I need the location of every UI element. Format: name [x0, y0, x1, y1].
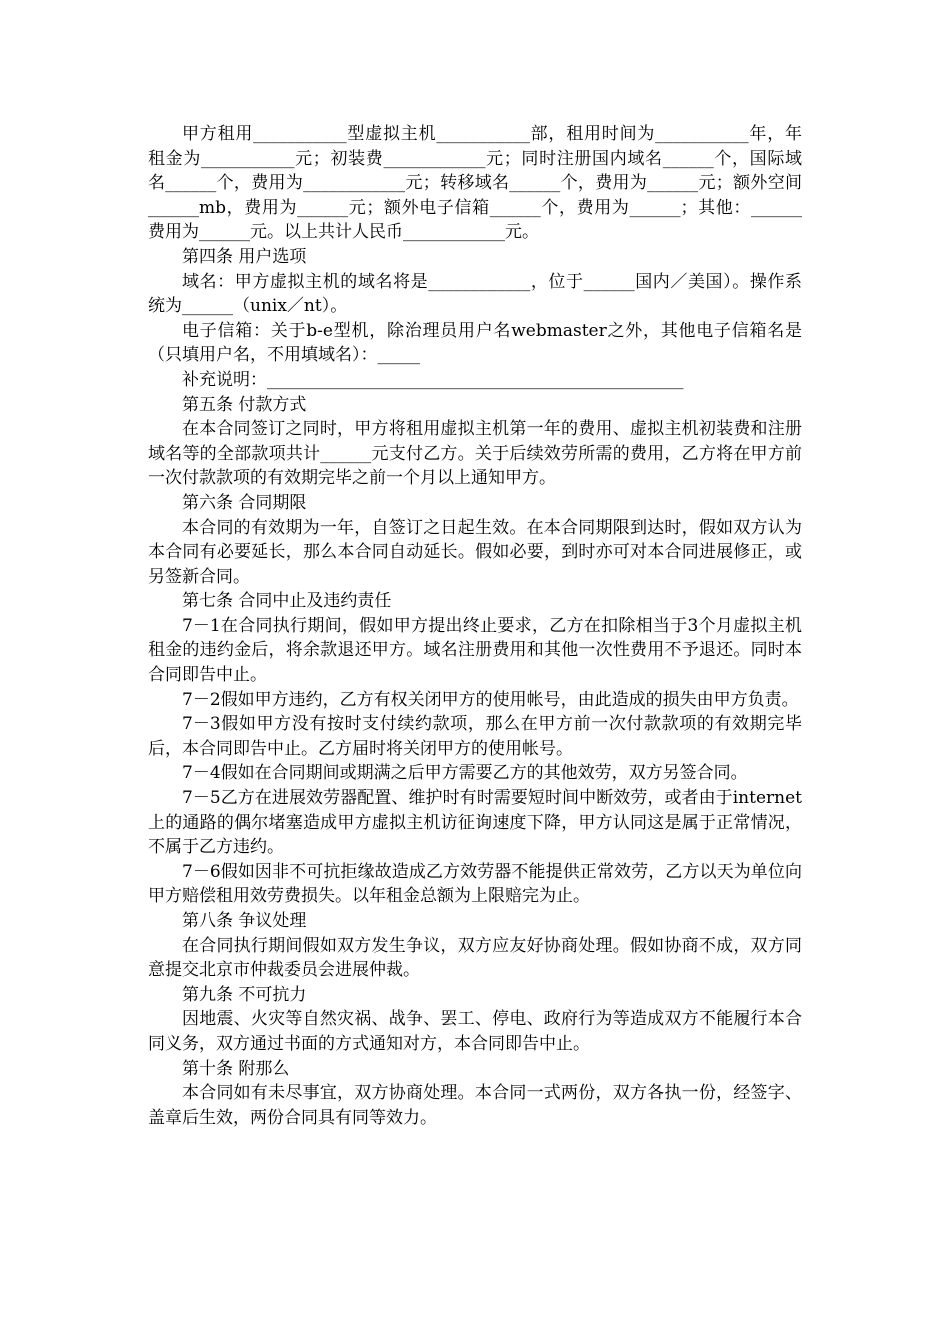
- clause-7-2-paragraph: 7－2假如甲方违约，乙方有权关闭甲方的使用帐号，由此造成的损失由甲方负责。: [182, 689, 799, 710]
- email-option-paragraph: 电子信箱：关于b-e型机，除治理员用户名webmaster之外，其他电子信箱名是（只填用户名，不用填域名）：_____: [148, 320, 802, 366]
- article-5-heading: 第五条 付款方式: [182, 394, 307, 415]
- domain-option-paragraph: 域名：甲方虚拟主机的域名将是____________，位于______国内／美国）。操作系统为______（unix／nt）。: [148, 271, 802, 317]
- term-paragraph: 本合同的有效期为一年，自签订之日起生效。在本合同期限到达时，假如双方认为本合同有必要延长，那么本合同自动延长。假如必要，到时亦可对本合同进展修正，或另签新合同。: [148, 517, 802, 587]
- supplementary-provisions-paragraph: 本合同如有未尽事宜，双方协商处理。本合同一式两份，双方各执一份，经签字、盖章后生效，两份合同具有同等效力。: [148, 1083, 802, 1128]
- payment-paragraph: 在本合同签订之同时，甲方将租用虚拟主机第一年的费用、虚拟主机初装费和注册域名等的全部款项共计______元支付乙方。关于后续效劳所需的费用，乙方将在甲方前一次付款款项的有效期完毕之前一个月以上通知甲方。: [148, 419, 802, 489]
- clause-7-6-paragraph: 7－6假如因非不可抗拒缘故造成乙方效劳器不能提供正常效劳，乙方以天为单位向甲方赔偿租用效劳费损失。以年租金总额为上限赔完为止。: [148, 861, 802, 907]
- article-10-heading: 第十条 附那么: [182, 1058, 290, 1079]
- article-8-heading: 第八条 争议处理: [182, 911, 307, 931]
- clause-7-3-paragraph: 7－3假如甲方没有按时支付续约款项，那么在甲方前一次付款款项的有效期完毕后，本合同即告中止。乙方届时将关闭甲方的使用帐号。: [148, 714, 802, 759]
- clause-7-4-paragraph: 7－4假如在合同期间或期满之后甲方需要乙方的其他效劳，双方另签合同。: [182, 763, 748, 784]
- article-4-heading: 第四条 用户选项: [182, 246, 307, 267]
- article-6-heading: 第六条 合同期限: [182, 492, 307, 513]
- dispute-paragraph: 在合同执行期间假如双方发生争议，双方应友好协商处理。假如协商不成，双方同意提交北京市仲裁委员会进展仲裁。: [148, 935, 802, 981]
- supplement-note-paragraph: 补充说明：_________________________________________________: [182, 369, 684, 390]
- fee-clause-paragraph: 甲方租用___________型虚拟主机___________部，租用时间为___________年，年租金为___________元；初装费____________元；同时注册国内域名______个，国际域名______个，费用为____________元；转移域名______个，费用为______元；额外空间______mb，费用为______元；额外电子信箱______个，费用为______；其他：______费用为______元。以上共计人民币____________元。: [148, 124, 802, 243]
- clause-7-1-paragraph: 7－1在合同执行期间，假如甲方提出终止要求，乙方在扣除相当于3个月虚拟主机租金的违约金后，将余款退还甲方。域名注册费用和其他一次性费用不予退还。同时本合同即告中止。: [148, 615, 802, 686]
- force-majeure-paragraph: 因地震、火灾等自然灾祸、战争、罢工、停电、政府行为等造成双方不能履行本合同义务，双方通过书面的方式通知对方，本合同即告中止。: [148, 1009, 802, 1054]
- article-9-heading: 第九条 不可抗力: [182, 984, 307, 1005]
- clause-7-5-paragraph: 7－5乙方在进展效劳器配置、维护时有时需要短时间中断效劳，或者由于internet上的通路的偶尔堵塞造成甲方虚拟主机访征询速度下降，甲方认同这是属于正常情况，不属于乙方违约。: [148, 788, 802, 858]
- article-7-heading: 第七条 合同中止及违约责任: [182, 591, 392, 612]
